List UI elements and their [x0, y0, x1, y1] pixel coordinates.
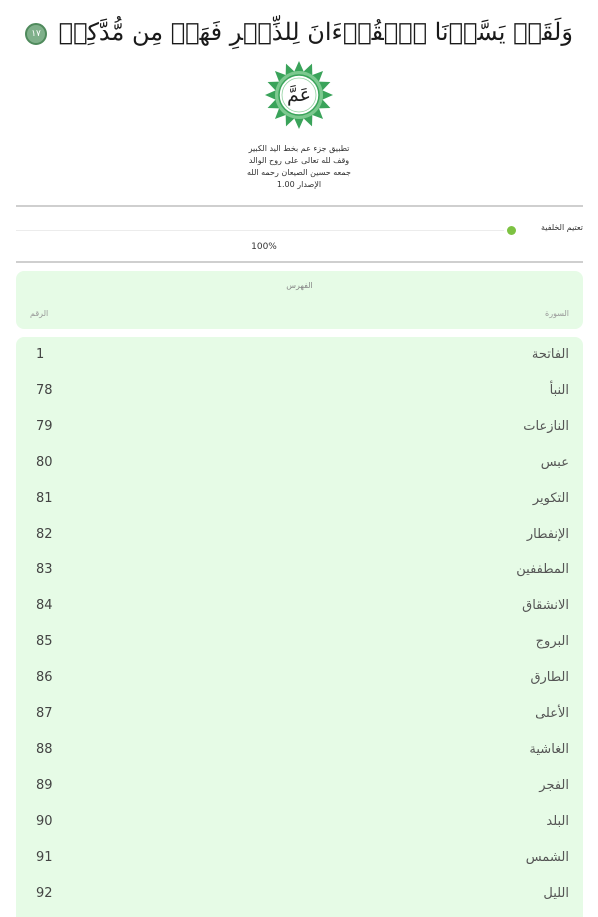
- surah-page-number: 86: [36, 670, 53, 686]
- header-verse: [0, 8, 598, 56]
- surah-name: الانشقاق: [522, 598, 569, 614]
- surah-name: الإنفطار: [526, 526, 569, 542]
- surah-name: النازعات: [523, 418, 569, 434]
- surah-row[interactable]: [16, 698, 583, 734]
- surah-row[interactable]: [16, 411, 583, 447]
- surah-name: البلد: [546, 813, 569, 829]
- index-header: [16, 271, 583, 329]
- surah-row[interactable]: [16, 878, 583, 914]
- dim-percent: 100%: [251, 242, 277, 252]
- surah-row[interactable]: [16, 519, 583, 555]
- emblem-text: عَمَّ: [287, 84, 311, 106]
- surah-row[interactable]: [16, 339, 583, 375]
- surah-name: التكوير: [532, 490, 569, 506]
- surah-name: الغاشية: [529, 741, 569, 757]
- surah-name: الأعلى: [535, 706, 569, 721]
- surah-page-number: 82: [36, 526, 53, 542]
- surah-name: المطففين: [516, 562, 569, 578]
- info-line: وقف لله تعالى على روح الوالد: [248, 156, 350, 165]
- surah-row[interactable]: [16, 662, 583, 698]
- surah-name: النبأ: [549, 382, 569, 398]
- surah-page-number: 84: [36, 598, 53, 614]
- surah-page-number: 80: [36, 454, 53, 470]
- surah-page-number: 79: [36, 418, 53, 434]
- surah-row[interactable]: [16, 806, 583, 842]
- background-dim-label: تعتيم الخلفية: [540, 223, 583, 232]
- column-number-header: الرقم: [30, 309, 49, 318]
- surah-page-number: 87: [36, 706, 53, 721]
- surah-name: البروج: [535, 634, 569, 650]
- surah-row[interactable]: [16, 842, 583, 878]
- column-surah-header: السورة: [545, 309, 569, 318]
- surah-row[interactable]: [16, 626, 583, 662]
- version-line: الإصدار 1.00: [276, 180, 322, 189]
- surah-row[interactable]: [16, 734, 583, 770]
- index-title: الفهرس: [286, 281, 313, 290]
- surah-name: عبس: [540, 454, 569, 470]
- surah-name: الشمس: [525, 849, 569, 865]
- divider: [16, 205, 583, 207]
- surah-page-number: 1: [36, 347, 45, 362]
- app-info: [0, 143, 598, 191]
- surah-page-number: 89: [36, 777, 53, 793]
- surah-name: الطارق: [530, 670, 569, 686]
- surah-row[interactable]: [16, 590, 583, 626]
- surah-page-number: 83: [36, 562, 53, 578]
- verse-text: وَلَقَدۡ يَسَّرۡنَا ٱلۡقُرۡءَانَ لِلذِّكۡرِ فَهَلۡ مِن مُّدَّكِرٖ: [58, 18, 573, 46]
- dim-slider-thumb[interactable]: [507, 226, 516, 235]
- surah-row[interactable]: [16, 554, 583, 590]
- info-line: تطبيق جزء عم بخط اليد الكبير: [248, 144, 350, 153]
- surah-name: الفاتحة: [531, 347, 569, 362]
- info-line: جمعه حسين الصيعان رحمه الله: [247, 168, 351, 177]
- surah-page-number: 88: [36, 741, 53, 757]
- surah-row[interactable]: [16, 375, 583, 411]
- divider: [16, 261, 583, 263]
- surah-row[interactable]: [16, 447, 583, 483]
- dim-slider-track[interactable]: [16, 230, 504, 231]
- surah-row[interactable]: [16, 483, 583, 519]
- verse-number-icon: ١٧: [25, 23, 47, 45]
- surah-list[interactable]: [16, 337, 583, 917]
- surah-page-number: 85: [36, 634, 53, 650]
- surah-name: الفجر: [539, 777, 569, 793]
- surah-page-number: 78: [36, 382, 53, 398]
- surah-page-number: 91: [36, 849, 53, 865]
- surah-row[interactable]: [16, 770, 583, 806]
- surah-name: الليل: [543, 885, 569, 901]
- background-dim-setting[interactable]: [16, 222, 583, 238]
- surah-page-number: 90: [36, 813, 53, 829]
- surah-page-number: 92: [36, 885, 53, 901]
- surah-page-number: 81: [36, 490, 53, 506]
